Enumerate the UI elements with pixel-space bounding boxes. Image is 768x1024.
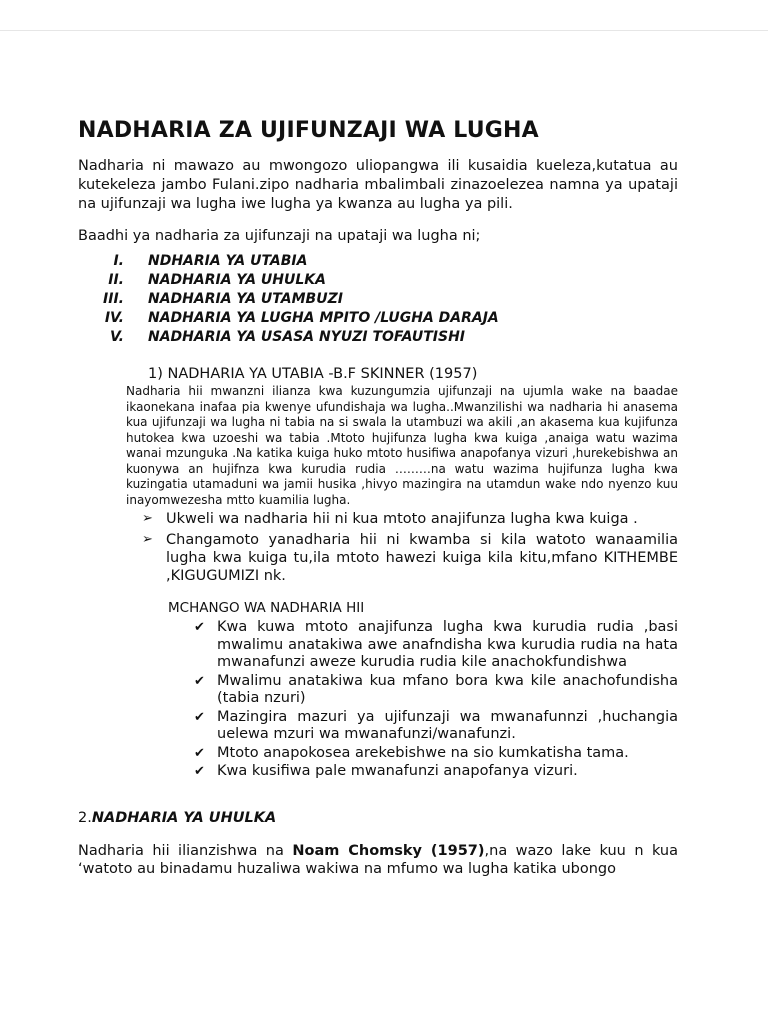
theory-name: NADHARIA YA UHULKA bbox=[148, 272, 326, 288]
document-page bbox=[78, 118, 678, 878]
section-2-title: NADHARIA YA UHULKA bbox=[91, 809, 277, 826]
mchango-text: Mwalimu anatakiwa kua mfano bora kwa kile anachofundisha (tabia nzuri) bbox=[217, 672, 678, 706]
checkmark-bullet-icon: ✔ bbox=[194, 745, 205, 761]
checkmark-bullet-icon: ✔ bbox=[194, 673, 205, 689]
mchango-item bbox=[194, 763, 678, 781]
theory-item bbox=[78, 309, 678, 328]
point-item bbox=[142, 510, 678, 528]
mchango-text: Mtoto anapokosea arekebishwe na sio kumkatisha tama. bbox=[217, 744, 629, 761]
author-citation: Noam Chomsky (1957) bbox=[292, 842, 485, 859]
mchango-item bbox=[194, 745, 678, 763]
section-1-heading: 1) NADHARIA YA UTABIA -B.F SKINNER (1957) bbox=[148, 366, 478, 382]
intro-paragraph: Nadharia ni mawazo au mwongozo uliopangwa ili kusaidia kueleza,kutatua au kutekeleza jambo Fulani.zipo nadharia mbalimbali zinazoelezea namna ya upataji na ujifunzaji wa lugha iwe lugha ya kwanza au lugha ya pili. bbox=[78, 158, 678, 212]
document-title: NADHARIA ZA UJIFUNZAJI WA LUGHA bbox=[78, 118, 539, 143]
theory-number: I. bbox=[113, 253, 124, 269]
theories-list bbox=[78, 252, 678, 347]
section-2-heading bbox=[78, 809, 678, 828]
mchango-item bbox=[194, 709, 678, 744]
checkmark-bullet-icon: ✔ bbox=[194, 764, 205, 779]
theory-name: NADHARIA YA LUGHA MPITO /LUGHA DARAJA bbox=[148, 310, 499, 326]
section-1-points bbox=[142, 510, 678, 585]
mchango-item bbox=[194, 673, 678, 708]
point-item bbox=[142, 531, 678, 585]
section-2-body-rest: ,na wazo lake kuu n kua ‘watoto au binadamu huzaliwa wakiwa na mfumo wa lugha katika ubongo bbox=[78, 842, 678, 877]
theory-number: V. bbox=[110, 329, 124, 345]
mchango-text: Kwa kuwa mtoto anajifunza lugha kwa kurudia rudia ,basi mwalimu anatakiwa awe anafndisha kwa kurudia rudia na hata mwanafunzi aweze kurudia rudia kile anachokfundishwa bbox=[217, 619, 678, 670]
section-2-body bbox=[78, 842, 678, 878]
section-2-body-start: Nadharia hii ilianzishwa na bbox=[78, 842, 293, 859]
theory-name: NADHARIA YA USASA NYUZI TOFAUTISHI bbox=[148, 329, 466, 345]
point-text: Changamoto yanadharia hii ni kwamba si kila watoto wanaamilia lugha kwa kuiga tu,ila mtoto hawezi kuiga kila kitu,mfano KITHEMBE ,KIGUGUMIZI nk. bbox=[166, 532, 678, 584]
theory-name: NDHARIA YA UTABIA bbox=[148, 253, 308, 269]
theory-item bbox=[78, 290, 678, 309]
mchango-text: Kwa kusifiwa pale mwanafunzi anapofanya vizuri. bbox=[217, 763, 578, 779]
arrowhead-bullet-icon: ➢ bbox=[142, 532, 153, 547]
theory-number: IV. bbox=[104, 310, 124, 326]
theory-name: NADHARIA YA UTAMBUZI bbox=[148, 291, 343, 307]
theory-item bbox=[78, 271, 678, 290]
mchango-text: Mazingira mazuri ya ujifunzaji wa mwanafunnzi ,huchangia uelewa mzuri wa mwanafunzi/wanafunzi. bbox=[217, 708, 678, 742]
mchango-heading: MCHANGO WA NADHARIA HII bbox=[168, 600, 365, 616]
mchango-item bbox=[194, 619, 678, 672]
checkmark-bullet-icon: ✔ bbox=[194, 709, 205, 725]
checkmark-bullet-icon: ✔ bbox=[194, 620, 205, 635]
theory-item bbox=[78, 252, 678, 271]
point-text: Ukweli wa nadharia hii ni kua mtoto anajifunza lugha kwa kuiga . bbox=[166, 511, 638, 527]
theory-item bbox=[78, 328, 678, 347]
theory-number: III. bbox=[103, 291, 124, 307]
theories-lead-in: Baadhi ya nadharia za ujifunzaji na upataji wa lugha ni; bbox=[78, 228, 481, 244]
section-1-body: Nadharia hii mwanzni ilianza kwa kuzungumzia ujifunzaji na ujumla wake na baadae ikaonekana inafaa pia kwenye ufundishaja wa lugha..Mwanzilishi wa nadharia hi anasema kua ujifunzaji wa lugha ni tabia na si swala la utambuzi wa akili ,an akasema kua kujifunza hutokea kwa uzoeshi wa tabia .Mtoto hujifunza lugha kwa kuiga ,anaiga watu wazima wanai mzunguka .Na katika kuiga huko mtoto husifiwa anapofanya vizuri ,hurekebishwa an kuonywa an hujifnza kwa kurudia rudia ………na watu wazima hujifunza lugha kwa kuzingatia utamaduni wa jamii husika ,hivyo mazingira na utamdun wake ndo nyenzo kuu inayomwezesha mtto kuamilia lugha. bbox=[126, 384, 678, 507]
arrowhead-bullet-icon: ➢ bbox=[142, 511, 153, 526]
mchango-list bbox=[194, 619, 678, 781]
page-top-divider bbox=[0, 30, 768, 31]
section-2-number: 2. bbox=[78, 809, 92, 826]
theory-number: II. bbox=[108, 272, 124, 288]
